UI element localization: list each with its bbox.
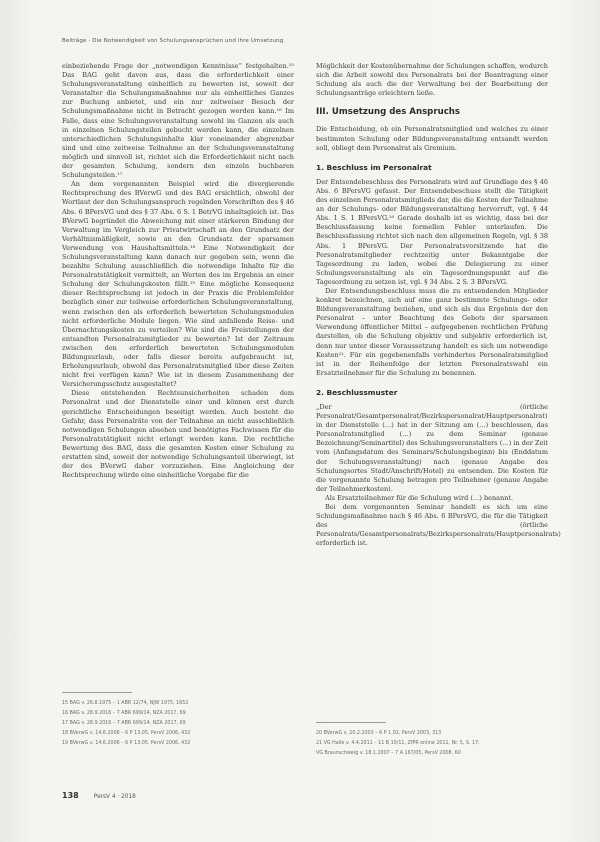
footnotes-left [62,692,294,749]
paragraph: einbeziehende Frage der „notwendigen Kenntnisse“ festgehalten.¹⁵ Das BAG geht davon aus, dass die erforderlichkeit einer Schulungsveranstaltung einheitlich zu bewerten ist, soweit der Veranstalter die Schulungsmaßnahme nur als einheitliches Ganzes zur Buchung anbietet, und ein nur zeitweiser Besuch der Schulungsmaßnahme nicht in Betracht gezogen werden kann.¹⁶ Im Falle, dass eine Schulungsveranstaltung sowohl im Ganzen als auch in einzelnen Schulungsteilen gebucht werden kann, die einzelnen unterschiedlichen Schulungsinhalte klar voneinander abgrenzbar sind und eine zeitweise Teilnahme an der Schulungsveranstaltung möglich und sinnvoll ist, richtet sich die Erforderlichkeit nicht nach der gesamten Schulung, sondern den einzeln buchbaren Schulungsteilen.¹⁷ [62,62,294,180]
paragraph: Der Entsendebeschluss des Personalrats wird auf Grundlage des § 46 Abs. 6 BPersVG gefasst. Der Entsendebeschuss stellt die Tätigkeit des einzelnen Personalratsmitglieds dar, die die Kosten der Teilnahme an der Schulungs- oder Bildungsveranstaltung hervorruft, vgl. § 44 Abs. 1 S. 1 BPersVG.²⁰ Gerade deshalb ist es wichtig, dass bei der Beschlussfassung keine formellen Fehler unterlaufen. Die Beschlussfassung richtet sich nach den allgemeinen Regeln, vgl. § 38 Abs. 1 BPersVG. Der Personalratsvorsitzende hat die Personalratsmitglieder rechtzeitig unter Bekanntgabe der Tagesordnung zu laden, wobei die Delegierung zu einer Schulungsveranstaltung als ein Tagesordnungspunkt auf die Tagesordnung zu setzen ist, vgl. § 34 Abs. 2 S. 3 BPersVG. [316,177,548,286]
paragraph: Möglichkeit der Kostenübernahme der Schulungen schaffen, wodurch sich die Arbeit sowohl des Personalrats bei der Beantragung einer Schulung als auch die der Verwaltung bei der Bearbeitung der Schulungsanträge erleichtern ließe. [316,62,548,98]
paragraph: „Der (örtliche Personalrat/Gesamtpersonalrat/Bezirkspersonalrat/Hauptpersonalrat) in der Dienststelle (…) hat in der Sitzung am (…) beschlossen, das Personalratsmitglied (…) zu dem Seminar (genaue Bezeichnung/Seminartitel) des Schulungsveranstalters (…) in der Zeit vom (Anfangsdatum des Seminars/Schulungsbeginn) bis (Enddatum der Schulungsveranstaltung) nach (genaue Angabe des Schulungsortes Stadt/Anschrift/Hotel) zu entsenden. Die Kosten für die vorgenannte Schulung betragen pro Teilnehmer (genaue Angabe der Teilnehmerkosten). [316,403,548,493]
right-column [316,62,561,549]
paragraph: An dem vorgenannten Beispiel wird die divergierende Rechtsprechung des BVerwG und des BAG ersichtlich, obwohl der Wortlaut der den Schulungsanspruch regelnden Vorschriften des § 46 Abs. 6 BPersVG und des § 37 Abs. 6 S. 1 BetrVG inhaltsgleich ist. Das BVerwG begründet die Abweichung mit einer stärkeren Bindung der Verwaltung im Vergleich zur Privatwirtschaft an den Grundsatz der Verhältnismäßigkeit, sowie an den Grundsatz der sparsamen Verwendung von Haushaltsmitteln.¹⁸ Eine Notwendigkeit der Schulungsveranstaltung kann danach nur gegeben sein, wenn die bezahlte Schulung ausschließlich die notwendige Inhalte für die Personalratstätigkeit vermittelt, an Werten des im Ergebnis an einer Schulung der Schulungskosten fällt.¹⁹ Eine mögliche Konsequenz dieser Rechtsprechung ist jedoch in der Praxis die Problemfelder bezüglich einer zur teilweise erforderlichen Schulungsveranstaltung, wenn zwischen den als erforderlich bewerteten Schulungsmodulen nicht erforderliche Module liegen. Wie sind anfallende Reise- und Übernachtungskosten zu verteilen? Wie sind die Freistellungen der entsandten Personalratsmitglieder zu bewerten? Ist der Zeitraum zwischen den erforderlich bewerteten Schulungsmodulen Bildungsurlaub, oder falls dieser bereits aufgebraucht ist, Erholungsurlaub, obwohl das Personalratsmitglied über diese Zeiten nicht frei verfügen kann? Wie ist in diesem Zusammenhang der Versicherungsschutz ausgestaltet? [62,180,294,389]
footnote: 17 BAG v. 28.9.2016 – 7 ABR 699/14, NZA 2017, 69 [62,721,186,726]
footnote: 18 BVerwG v. 14.6.2006 – 6 P 13.05, PersV 2006, 432 [62,731,191,736]
paragraph: Der Entsendungsbeschluss muss die zu entsendenden Mitglieder konkret bezeichnen, sich auf eine ganz bestimmte Schulungs- oder Bildungsveranstaltung beziehen, und sich als das Ergebnis der den Personalrat – unter Beachtung des Gebots der sparsamen Verwendung öffentlicher Mittel – aufgegebenen rechtlichen Prüfung darstellen, ob die Schulung objektiv und subjektiv erforderlich ist, denn nur unter dieser Voraussetzung handelt es sich um notwendige Kosten²¹. Für ein gegebenenfalls verhindertes Personalratsmitglied ist in der Reihenfolge der letzten Personalratswahl ein Ersatzteilnehmer für die Schulung zu benennen. [316,286,548,377]
paragraph: Diese entstehenden Rechtsunsicherheiten schaden dem Personalrat und der Dienststelle einer und können erst durch gerichtliche Entscheidungen beseitigt werden. Auch besteht die Gefahr, dass Personalräte von der Teilnahme an nicht ausschließlich notwendigen Schulungen absehen und benötigtes Fachwissen für die Personalratstätigkeit nicht erlangt werden kann. Die rechtliche Bewertung des BAG, dass die gesamten Kosten einer Schulung zu erstatten sind, soweit der notwendige Schulungsanteil überwiegt, ist der des BVerwG daher vorzuziehen. Eine Angleichung der Rechtsprechung würde eine einheitliche Vorgabe für die [62,389,294,480]
footnote: VG Braunschweig v. 18.1.2007 – 7 A 167/05, PersV 2008, 60 [316,751,461,756]
subsection-heading: 1. Beschluss im Personalrat [316,162,432,172]
footnotes-right [316,722,548,759]
footnote-rule [316,722,386,723]
running-head: Beiträge · Die Notwendigkeit von Schulungsansprüchen und ihre Umsetzung [62,38,284,44]
section-heading: III. Umsetzung des Anspruchs [316,107,461,118]
footnote: 20 BVerwG v. 20.2.2003 – 6 P 1.02, PersV 2003, 313 [316,731,442,736]
paragraph: Bei dem vorgenannten Seminar handelt es sich um eine Schulungsmaßnahme nach § 46 Abs. 6 BPersVG, die für die Tätigkeit des (örtliche Personalrats/Gesamtpersonalrats/Bezirkspersonalrats/Hauptpersonalrats) erforderlich ist. [316,503,561,548]
footnote: 16 BAG v. 28.9.2016 – 7 ABR 699/14, NZA 2017, 69 [62,711,186,716]
page-footer [62,783,136,802]
footnote: 19 BVerwG v. 14.6.2006 – 6 P 13.05, PersV 2006, 432 [62,741,191,746]
journal-name: PersV 4 · 2018 [93,794,136,800]
footnote: 21 VG Halle v. 4.4.2011 – 11 B 10/11, ZfPR online 2011, Nr. 5, S. 17; [316,741,480,746]
left-column [62,62,294,480]
subsection-heading: 2. Beschlussmuster [316,387,398,397]
footnote-rule [62,692,132,693]
paragraph: Die Entscheidung, ob ein Personalratsmitglied und welches zu einer bestimmten Schulung oder Bildungsveranstaltung entsandt werden soll, obliegt dem Personalrat als Gremium. [316,125,548,152]
page-number: 138 [62,791,79,800]
paragraph: Als Ersatzteilnehmer für die Schulung wird (…) benannt. [325,493,514,502]
footnote: 15 BAG v. 26.8.1975 – 1 ABR 12/74, NJW 1975, 1652 [62,701,189,706]
